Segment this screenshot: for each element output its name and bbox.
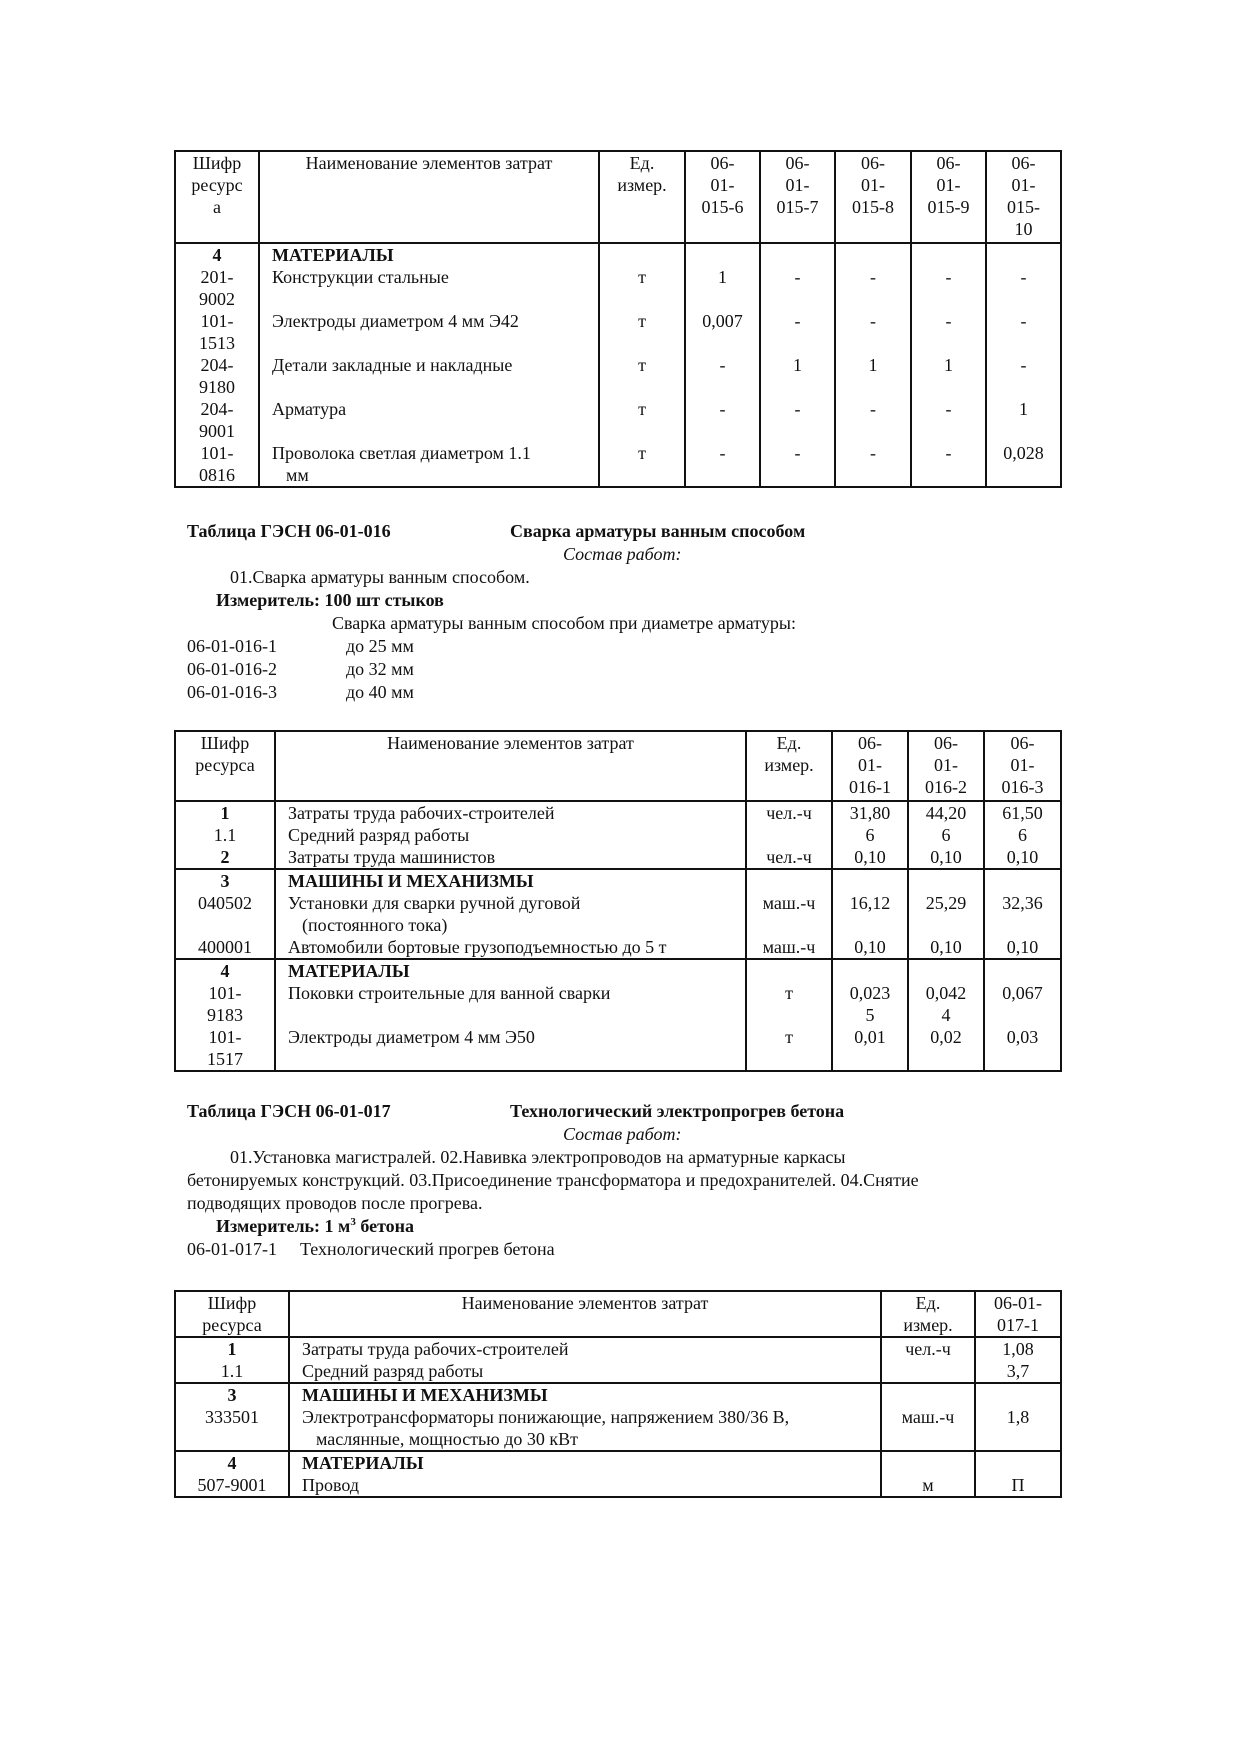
group-name: МАТЕРИАЛЫ <box>288 961 410 981</box>
row-name: Электротрансформаторы понижающие, напряжением 380/36 В, <box>302 1407 790 1427</box>
work-text-line: 01.Установка магистралей. 02.Навивка электропроводов на арматурные каркасы <box>230 1147 846 1167</box>
row-name: Средний разряд работы <box>302 1361 484 1381</box>
header-unit: Ед. измер. <box>881 1291 975 1337</box>
resource-table-06-01-016 <box>174 730 1062 1072</box>
header-cost-element-name: Наименование элементов затрат <box>289 1291 881 1337</box>
row-name: Электроды диаметром 4 мм Э42 <box>272 311 519 331</box>
subtitle: Сварка арматуры ванным способом при диаметре арматуры: <box>332 613 796 633</box>
group-name: МАШИНЫ И МЕХАНИЗМЫ <box>302 1385 548 1405</box>
header-col-06-01-016-2: 06- 01- 016-2 <box>908 731 984 801</box>
header-col-06-01-015-6: 06- 01- 015-6 <box>685 151 760 243</box>
item-code: 06-01-017-1 <box>187 1239 277 1259</box>
work-text: 01.Сварка арматуры ванным способом. <box>230 567 530 587</box>
work-heading: Состав работ: <box>563 544 682 564</box>
header-col-06-01-015-8: 06- 01- 015-8 <box>835 151 911 243</box>
item-code: 06-01-016-1 <box>187 636 277 656</box>
row-name: Автомобили бортовые грузоподъемностью до 5 т <box>288 937 667 957</box>
table-row: 4 101- 9183 101- 1517 МАТЕРИАЛЫ Поковки строительные для ванной сварки Электроды диаметром 4 мм Э50 т т 0,023 5 0,01 0,042 4 0,02 0,067 0,03 <box>175 959 1061 1071</box>
group-name: МАТЕРИАЛЫ <box>302 1453 424 1473</box>
row-name: Затраты труда машинистов <box>288 847 496 867</box>
header-unit: Ед. измер. <box>746 731 832 801</box>
resource-table-06-01-015 <box>174 150 1062 488</box>
group-name: МАТЕРИАЛЫ <box>272 245 394 265</box>
header-col-06-01-015-7: 06- 01- 015-7 <box>760 151 835 243</box>
work-heading: Состав работ: <box>563 1124 682 1144</box>
row-name: Арматура <box>272 399 347 419</box>
table-label-06-01-016: Таблица ГЭСН 06-01-016 <box>187 521 391 541</box>
header-cost-element-name: Наименование элементов затрат <box>275 731 746 801</box>
measure-unit: Измеритель: 1 $м^3$ бетона <box>216 1216 415 1236</box>
header-col-06-01-015-9: 06- 01- 015-9 <box>911 151 986 243</box>
row-name: Установки для сварки ручной дуговой <box>288 893 581 913</box>
table-header-row <box>175 151 1061 243</box>
group-code: 4 <box>212 245 222 265</box>
header-resource-code: Шифр ресурса <box>175 731 275 801</box>
work-text-line: бетонируемых конструкций. 03.Присоединение трансформатора и предохранителей. 04.Снятие <box>187 1170 919 1190</box>
table-header-row <box>175 731 1061 801</box>
table-row: 4 201- 9002 101- 1513 204- 9180 204- 9001 101- 0816 МАТЕРИАЛЫ Конструкции стальные Электроды диаметром 4 мм Э42 Детали закладные и накладные Арматура Проволока светлая диаметром 1.1 мм т т т т т 1 0,007 - - - - - 1 - - - - 1 - - - - 1 - - - - - 1 0,028 <box>175 243 1061 487</box>
header-cost-element-name: Наименование элементов затрат <box>259 151 599 243</box>
section-title: Сварка арматуры ванным способом <box>510 521 806 541</box>
header-col-06-01-017-1: 06-01- 017-1 <box>975 1291 1061 1337</box>
group-name: МАШИНЫ И МЕХАНИЗМЫ <box>288 871 534 891</box>
header-resource-code: Шифр ресурс а <box>175 151 259 243</box>
table-header-row <box>175 1291 1061 1337</box>
item-code: 06-01-016-3 <box>187 682 277 702</box>
row-name: Детали закладные и накладные <box>272 355 513 375</box>
row-name: Затраты труда рабочих-строителей <box>288 803 555 823</box>
section-title: Технологический электропрогрев бетона <box>510 1101 845 1121</box>
table-row: 4 507-9001 МАТЕРИАЛЫ Провод м П <box>175 1451 1061 1497</box>
table-row: 3 333501 МАШИНЫ И МЕХАНИЗМЫ Электротрансформаторы понижающие, напряжением 380/36 В, маслянные, мощностью до 30 кВт маш.-ч 1,8 <box>175 1383 1061 1451</box>
item-desc: до 25 мм <box>346 636 414 656</box>
item-desc: до 32 мм <box>346 659 414 679</box>
header-resource-code: Шифр ресурса <box>175 1291 289 1337</box>
header-unit: Ед. измер. <box>599 151 685 243</box>
header-col-06-01-016-3: 06- 01- 016-3 <box>984 731 1061 801</box>
row-name: Проволока светлая диаметром 1.1 <box>272 443 531 463</box>
work-text-line: подводящих проводов после прогрева. <box>187 1193 483 1213</box>
measure-unit: Измеритель: 100 шт стыков <box>216 590 444 610</box>
table-row: 1 1.1 2 Затраты труда рабочих-строителей Средний разряд работы Затраты труда машинистов чел.-ч чел.-ч 31,80 6 0,10 44,20 6 0,10 61,50 6 0,10 <box>175 801 1061 869</box>
header-col-06-01-016-1: 06- 01- 016-1 <box>832 731 908 801</box>
table-row: 3 040502 400001 МАШИНЫ И МЕХАНИЗМЫ Установки для сварки ручной дуговой (постоянного тока) Автомобили бортовые грузоподъемностью до 5 т маш.-ч маш.-ч 16,12 0,10 25,29 0,10 32,36 0,10 <box>175 869 1061 959</box>
table-row: 1 1.1 Затраты труда рабочих-строителей Средний разряд работы чел.-ч 1,08 3,7 <box>175 1337 1061 1383</box>
item-desc: Технологический прогрев бетона <box>300 1239 555 1259</box>
row-name: Электроды диаметром 4 мм Э50 <box>288 1027 535 1047</box>
header-col-06-01-015-10: 06- 01- 015- 10 <box>986 151 1061 243</box>
row-name: Затраты труда рабочих-строителей <box>302 1339 569 1359</box>
table-label-06-01-017: Таблица ГЭСН 06-01-017 <box>187 1101 391 1121</box>
resource-table-06-01-017 <box>174 1290 1062 1498</box>
row-name: Провод <box>302 1475 360 1495</box>
row-name: Конструкции стальные <box>272 267 449 287</box>
item-code: 06-01-016-2 <box>187 659 277 679</box>
row-name: Поковки строительные для ванной сварки <box>288 983 611 1003</box>
row-name: Средний разряд работы <box>288 825 470 845</box>
item-desc: до 40 мм <box>346 682 414 702</box>
